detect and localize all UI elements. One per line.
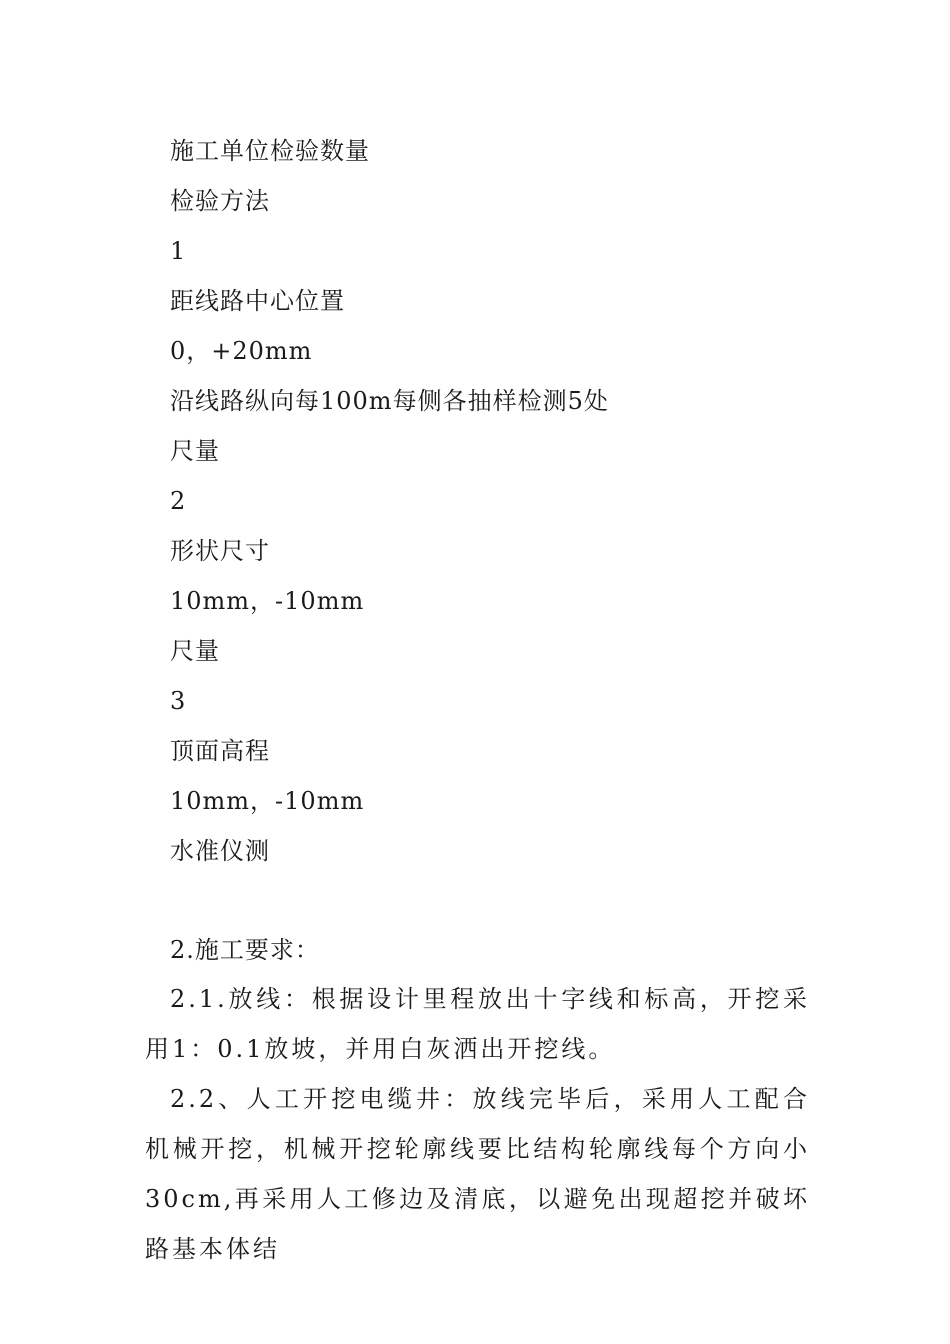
table-cell: 2 (170, 487, 187, 515)
table-cell: 沿线路纵向每100m每侧各抽样检测5处 (170, 387, 609, 415)
table-cell: 形状尺寸 (170, 537, 270, 565)
paragraph-2-2: 2.2、人工开挖电缆井：放线完毕后，采用人工配合机械开挖，机械开挖轮廓线要比结构轮廓线每个方向小30cm,再采用人工修边及清底，以避免出现超挖并破坏路基本体结 (145, 1085, 810, 1263)
table-cell: 0，+20mm (170, 337, 313, 365)
table-cell: 施工单位检验数量 (170, 137, 370, 165)
section-heading: 2.施工要求： (170, 936, 320, 964)
table-cell: 3 (170, 687, 187, 715)
paragraph-2-1: 2.1.放线：根据设计里程放出十字线和标高，开挖采用1：0.1放坡，并用白灰洒出开挖线。 (145, 985, 810, 1063)
table-cell: 尺量 (170, 437, 220, 465)
table-cell: 水准仪测 (170, 837, 270, 865)
table-cell: 顶面高程 (170, 737, 270, 765)
table-cell: 10mm，-10mm (170, 787, 365, 815)
table-cell: 尺量 (170, 637, 220, 665)
table-cell: 检验方法 (170, 187, 270, 215)
table-cell: 10mm，-10mm (170, 587, 365, 615)
table-cell: 1 (170, 237, 187, 265)
table-cell: 距线路中心位置 (170, 287, 345, 315)
